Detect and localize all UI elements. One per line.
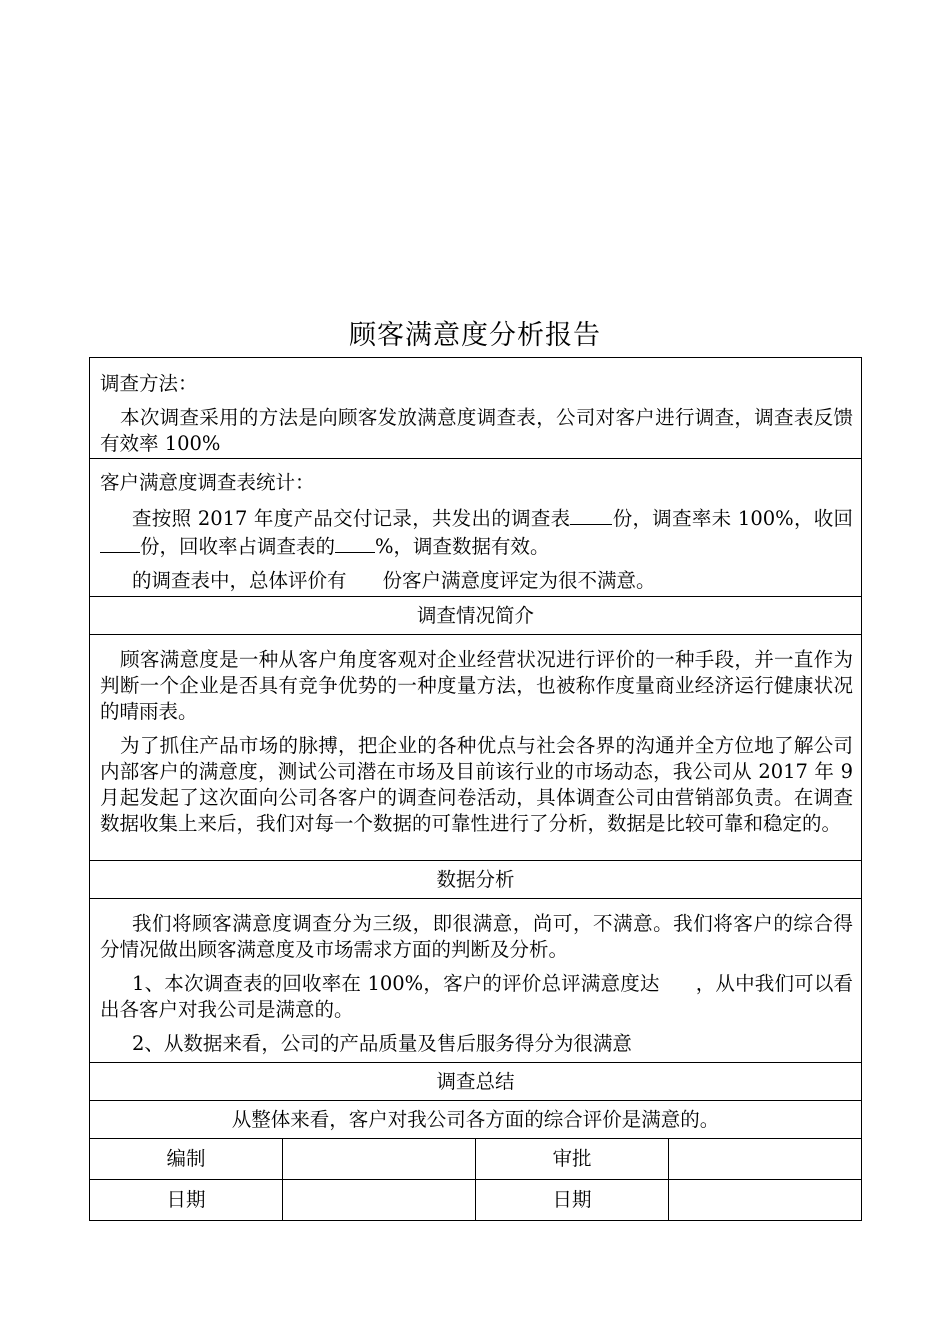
approve-label: 审批 — [476, 1139, 669, 1180]
compile-field[interactable] — [283, 1139, 476, 1180]
signoff-row-2 — [90, 1180, 862, 1221]
blank-return-rate — [335, 532, 375, 553]
compile-label: 编制 — [90, 1139, 283, 1180]
stats-heading: 客户满意度调查表统计： — [100, 471, 315, 494]
method-text: 本次调查采用的方法是向顾客发放满意度调查表，公司对客户进行调查，调查表反馈有效率 100% — [100, 406, 854, 455]
summary-text: 从整体来看，客户对我公司各方面的综合评价是满意的。 — [90, 1101, 862, 1139]
analysis-paragraph-2: 1、本次调查表的回收率在 100%，客户的评价总评满意度达 ，从中我们可以看出各客户对我公司是满意的。 — [100, 972, 854, 1021]
stats-paragraph-2: 的调查表中，总体评价有 份客户满意度评定为很不满意。 — [132, 569, 656, 592]
date-field-2[interactable] — [669, 1180, 862, 1221]
analysis-heading: 数据分析 — [90, 861, 862, 899]
date-field-1[interactable] — [283, 1180, 476, 1221]
stats-paragraph-1: 查按照 2017 年度产品交付记录，共发出的调查表 份，调查率未 100%，收回份，回收率占调查表的 %，调查数据有效。 — [100, 504, 853, 560]
date-label-1: 日期 — [90, 1180, 283, 1221]
signoff-row-1 — [90, 1139, 862, 1180]
summary-heading: 调查总结 — [90, 1063, 862, 1101]
approve-field[interactable] — [669, 1139, 862, 1180]
intro-row — [90, 635, 862, 861]
stats-row — [90, 459, 862, 597]
method-heading: 调查方法： — [100, 372, 198, 395]
intro-paragraph-1: 顾客满意度是一种从客户角度客观对企业经营状况进行评价的一种手段，并一直作为判断一个企业是否具有竞争优势的一种度量方法，也被称作度量商业经济运行健康状况的晴雨表。 — [100, 648, 854, 723]
method-row — [90, 358, 862, 459]
summary-row — [90, 1101, 862, 1139]
intro-paragraph-2: 为了抓住产品市场的脉搏，把企业的各种优点与社会各界的沟通并全方位地了解公司内部客户的满意度，测试公司潜在市场及目前该行业的市场动态，我公司从 2017 年 9 月起发起了这次面向公司各客户的调查问卷活动，具体调查公司由营销部负责。在调查数据收集上来后，我们对每一个数据的可靠性进行了分析，数据是比较可靠和稳定的。 — [100, 734, 854, 835]
blank-issued-count — [570, 504, 612, 525]
summary-heading-row — [90, 1063, 862, 1101]
report-table — [89, 357, 862, 1221]
page-title: 顾客满意度分析报告 — [349, 320, 601, 351]
analysis-paragraph-1: 我们将顾客满意度调查分为三级，即很满意，尚可，不满意。我们将客户的综合得分情况做出顾客满意度及市场需求方面的判断及分析。 — [100, 912, 854, 961]
intro-heading-row — [90, 597, 862, 635]
analysis-paragraph-3: 2、从数据来看，公司的产品质量及售后服务得分为很满意 — [132, 1032, 632, 1055]
analysis-heading-row — [90, 861, 862, 899]
blank-returned-count — [100, 532, 140, 553]
analysis-row — [90, 899, 862, 1063]
intro-heading: 调查情况简介 — [90, 597, 862, 635]
date-label-2: 日期 — [476, 1180, 669, 1221]
